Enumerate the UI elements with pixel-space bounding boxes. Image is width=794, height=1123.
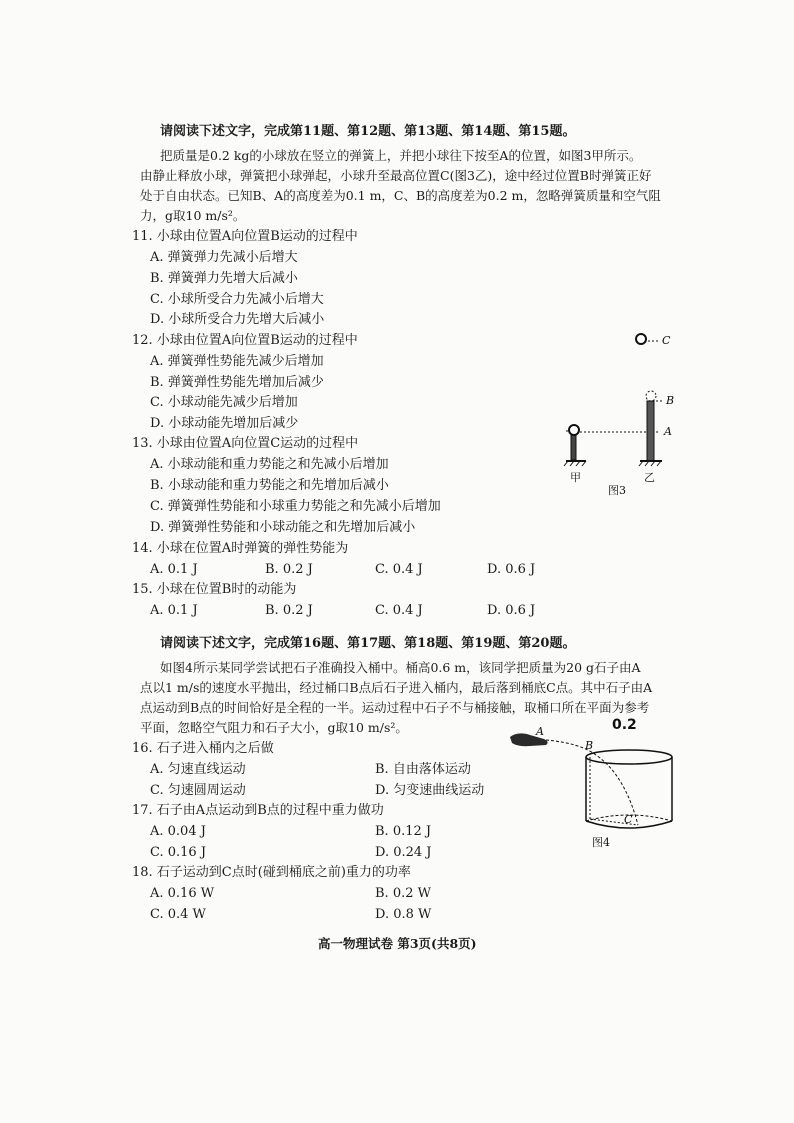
section2-intro-line-3: 点运动到B点的时间恰好是全程的一半。运动过程中石子不与桶接触，取桶口所在平面为参考 xyxy=(140,700,650,715)
section1-intro-line-2: 由静止释放小球，弹簧把小球弹起，小球升至最高位置C(图3乙)，途中经过位置B时弹簧正好 xyxy=(140,168,652,183)
section2-intro-line-2: 点以1 m/s的速度水平抛出，经过桶口B点后石子进入桶内，最后落到桶底C点。其中石子由A xyxy=(140,680,653,695)
q17-stem: 17. 石子由A点运动到B点的过程中重力做功 xyxy=(132,803,384,818)
q13-option-a: A. 小球动能和重力势能之和先减小后增加 xyxy=(150,457,389,472)
section2-intro-line-4: 平面，忽略空气阻力和石子大小，g取10 m/s²。 xyxy=(140,720,408,735)
q14-option-b: B. 0.2 J xyxy=(265,562,313,577)
section2-intro-line-1: 如图4所示某同学尝试把石子准确投入桶中。桶高0.6 m，该同学把质量为20 g石子由A xyxy=(160,660,641,675)
figure-3-spring-ball xyxy=(540,328,690,508)
section1-intro-line-4: 力，g取10 m/s²。 xyxy=(140,208,246,223)
q11-stem: 11. 小球由位置A向位置B运动的过程中 xyxy=(132,229,358,244)
yi-spring xyxy=(647,401,654,461)
label-jia: 甲 xyxy=(570,471,581,484)
q17-option-c: C. 0.16 J xyxy=(150,845,207,860)
q12-option-a: A. 弹簧弹性势能先减少后增加 xyxy=(150,354,324,369)
q13-option-d: D. 弹簧弹性势能和小球动能之和先增加后减小 xyxy=(150,520,416,535)
label-b: B xyxy=(666,394,675,407)
q11-option-d: D. 小球所受合力先增大后减小 xyxy=(150,312,325,327)
q17-option-a: A. 0.04 J xyxy=(150,824,206,839)
label-b: B xyxy=(585,739,594,752)
q16-option-a: A. 匀速直线运动 xyxy=(150,762,246,777)
q12-option-d: D. 小球动能先增加后减少 xyxy=(150,416,299,431)
q18-stem: 18. 石子运动到C点时(碰到桶底之前)重力的功率 xyxy=(132,865,411,880)
q18-option-c: C. 0.4 W xyxy=(150,907,206,922)
section1-heading: 请阅读下述文字，完成第11题、第12题、第13题、第14题、第15题。 xyxy=(160,124,576,139)
q11-option-a: A. 弹簧弹力先减小后增大 xyxy=(150,250,298,265)
q18-option-d: D. 0.8 W xyxy=(375,907,432,922)
figure-3-caption: 图3 xyxy=(608,484,626,497)
q14-option-c: C. 0.4 J xyxy=(375,562,423,577)
q13-option-b: B. 小球动能和重力势能之和先增加后减小 xyxy=(150,478,389,493)
q16-stem: 16. 石子进入桶内之后做 xyxy=(132,741,274,756)
q15-option-c: C. 0.4 J xyxy=(375,603,423,618)
q11-option-c: C. 小球所受合力先减小后增大 xyxy=(150,292,324,307)
figure-4-caption: 图4 xyxy=(592,836,610,849)
figure-4-bucket xyxy=(500,715,690,855)
q18-option-a: A. 0.16 W xyxy=(150,886,215,901)
q13-stem: 13. 小球由位置A向位置C运动的过程中 xyxy=(132,436,359,451)
section2-heading: 请阅读下述文字，完成第16题、第17题、第18题、第19题、第20题。 xyxy=(160,636,576,651)
label-c: C xyxy=(662,334,671,347)
page-footer: 高一物理试卷 第3页(共8页) xyxy=(318,936,477,951)
q15-option-b: B. 0.2 J xyxy=(265,603,313,618)
q13-option-c: C. 弹簧弹性势能和小球重力势能之和先减小后增加 xyxy=(150,499,441,514)
q16-option-d: D. 匀变速曲线运动 xyxy=(375,783,485,798)
height-mark: 0.2 xyxy=(612,717,637,733)
q17-option-d: D. 0.24 J xyxy=(375,845,432,860)
section1-intro-line-1: 把质量是0.2 kg的小球放在竖立的弹簧上，并把小球往下按至A的位置，如图3甲所示。 xyxy=(160,148,642,163)
section1-intro-line-3: 处于自由状态。已知B、A的高度差为0.1 m，C、B的高度差为0.2 m，忽略弹簧质量和空气阻 xyxy=(140,188,661,203)
q12-stem: 12. 小球由位置A向位置B运动的过程中 xyxy=(132,333,358,348)
q11-option-b: B. 弹簧弹力先增大后减小 xyxy=(150,271,298,286)
q18-option-b: B. 0.2 W xyxy=(375,886,431,901)
q15-option-a: A. 0.1 J xyxy=(150,603,198,618)
q16-option-b: B. 自由落体运动 xyxy=(375,762,471,777)
label-c: C xyxy=(624,813,633,826)
label-a: A xyxy=(664,425,672,438)
q12-option-b: B. 弹簧弹性势能先增加后减少 xyxy=(150,375,324,390)
q14-option-a: A. 0.1 J xyxy=(150,562,198,577)
q15-option-d: D. 0.6 J xyxy=(487,603,536,618)
q16-option-c: C. 匀速圆周运动 xyxy=(150,783,246,798)
jia-spring xyxy=(571,432,576,460)
q12-option-c: C. 小球动能先减少后增加 xyxy=(150,395,298,410)
label-yi: 乙 xyxy=(644,471,655,484)
ball-at-c xyxy=(636,334,646,344)
q17-option-b: B. 0.12 J xyxy=(375,824,432,839)
q14-option-d: D. 0.6 J xyxy=(487,562,536,577)
q15-stem: 15. 小球在位置B时的动能为 xyxy=(132,582,297,597)
yi-ball-at-b xyxy=(646,391,656,401)
label-a: A xyxy=(536,725,544,738)
q14-stem: 14. 小球在位置A时弹簧的弹性势能为 xyxy=(132,541,349,556)
jia-ball xyxy=(569,425,579,435)
